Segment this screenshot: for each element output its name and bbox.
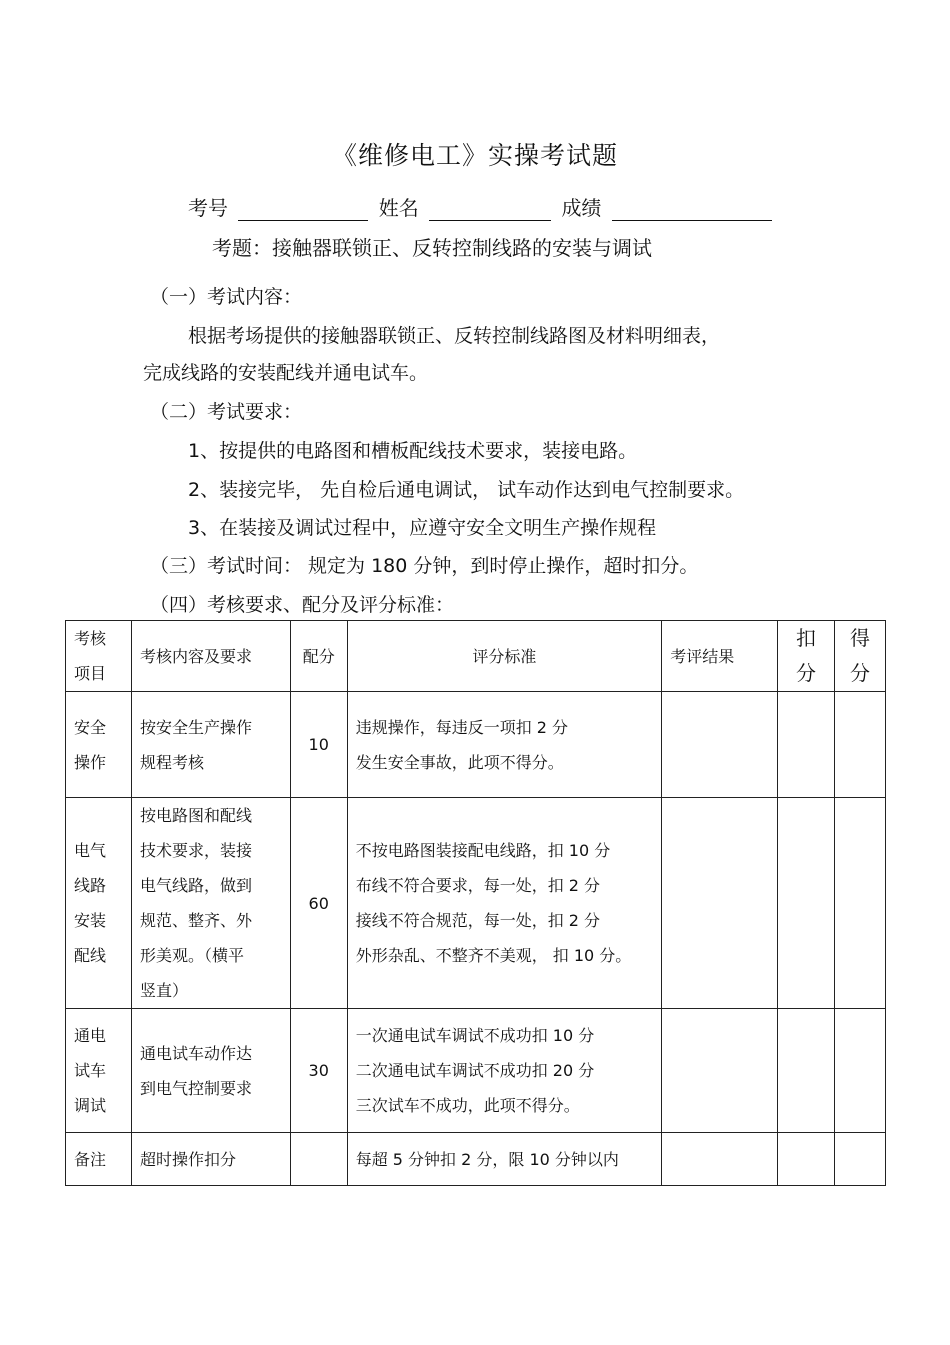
row-criteria-line: 接线不符合规范，每一处，扣 2 分 (355, 911, 601, 930)
row-item-line: 调试 (74, 1096, 107, 1115)
name-label: 姓名 (378, 196, 419, 220)
row-item-line: 线路 (74, 876, 107, 895)
row-item-line: 安全 (74, 717, 107, 737)
section-requirements-heading: （二）考试要求： (150, 401, 303, 423)
name-blank[interactable] (429, 198, 551, 221)
row-item-line: 配线 (74, 946, 107, 965)
header-points: 配分 (290, 621, 347, 692)
header-result: 考评结果 (662, 621, 778, 692)
section-content-heading: （一）考试内容： (150, 286, 303, 308)
row-item (66, 692, 132, 798)
row-criteria-line: 二次通电试车调试不成功扣 20 分 (355, 1061, 595, 1080)
row-criteria-line: 违规操作，每违反一项扣 2 分 (355, 717, 569, 737)
row-score-cell[interactable] (834, 798, 885, 1009)
row-result-cell[interactable] (662, 1133, 778, 1186)
row-content: 超时操作扣分 (131, 1133, 290, 1186)
row-content (131, 1009, 290, 1133)
row-content-line: 按电路图和配线 (139, 806, 252, 825)
row-score-cell[interactable] (834, 692, 885, 798)
table-row (66, 692, 886, 798)
row-criteria-line: 外形杂乱、不整齐不美观， 扣 10 分。 (355, 946, 632, 965)
row-points: 60 (290, 798, 347, 1009)
row-deduct-cell[interactable] (778, 1133, 835, 1186)
row-content-line: 电气线路，做到 (139, 876, 252, 895)
row-points: 30 (290, 1009, 347, 1133)
row-item-line: 通电 (74, 1026, 107, 1045)
row-item-line: 试车 (74, 1061, 107, 1080)
exam-number-label: 考号 (188, 196, 228, 220)
row-content-line: 通电试车动作达 (139, 1043, 252, 1063)
row-content-line: 到电气控制要求 (139, 1078, 252, 1098)
row-points: 10 (290, 692, 347, 798)
header-deduct (778, 621, 835, 692)
row-content-line: 形美观。（横平 (139, 946, 244, 965)
requirement-3: 3、在装接及调试过程中，应遵守安全文明生产操作规程 (188, 517, 657, 539)
header-deduct-line: 分 (796, 661, 816, 685)
row-content-line: 规程考核 (139, 752, 204, 772)
row-item-line: 电气 (74, 841, 107, 860)
row-content-line: 技术要求，装接 (139, 841, 252, 860)
header-content: 考核内容及要求 (131, 621, 290, 692)
content-line-2: 完成线路的安装配线并通电试车。 (143, 362, 429, 384)
row-content-line: 按安全生产操作 (139, 717, 252, 737)
score-blank[interactable] (612, 198, 772, 221)
row-item-line: 操作 (74, 752, 107, 772)
row-item: 备注 (66, 1133, 132, 1186)
row-score-cell[interactable] (834, 1009, 885, 1133)
header-deduct-line: 扣 (796, 626, 816, 650)
row-item-line: 安装 (74, 911, 107, 930)
row-content-line: 规范、整齐、外 (139, 911, 252, 930)
table-row (66, 1009, 886, 1133)
requirement-2: 2、装接完毕， 先自检后通电调试， 试车动作达到电气控制要求。 (188, 479, 745, 501)
row-criteria-line: 发生安全事故，此项不得分。 (355, 752, 564, 772)
table-row (66, 798, 886, 1009)
row-deduct-cell[interactable] (778, 798, 835, 1009)
row-score-cell[interactable] (834, 1133, 885, 1186)
header-score-line: 得 (849, 626, 870, 650)
page-title: 《维修电工》实操考试题 (331, 141, 618, 170)
scoring-table (65, 620, 886, 1186)
row-criteria-line: 不按电路图装接配电线路，扣 10 分 (355, 841, 611, 860)
row-item (66, 798, 132, 1009)
row-criteria-line: 三次试车不成功，此项不得分。 (355, 1096, 580, 1115)
header-score (834, 621, 885, 692)
requirement-1: 1、按提供的电路图和槽板配线技术要求，装接电路。 (188, 440, 638, 462)
header-item-line: 考核 (74, 629, 107, 648)
content-line-1: 根据考场提供的接触器联锁正、反转控制线路图及材料明细表， (188, 325, 721, 347)
row-result-cell[interactable] (662, 1009, 778, 1133)
row-criteria-line: 一次通电试车调试不成功扣 10 分 (355, 1026, 595, 1045)
row-deduct-cell[interactable] (778, 692, 835, 798)
row-content (131, 692, 290, 798)
row-criteria (347, 798, 662, 1009)
exam-topic: 考题：接触器联锁正、反转控制线路的安装与调试 (212, 236, 652, 260)
table-row (66, 1133, 886, 1186)
row-item (66, 1009, 132, 1133)
header-item-line: 项目 (74, 664, 107, 683)
row-deduct-cell[interactable] (778, 1009, 835, 1133)
header-item (66, 621, 132, 692)
row-content-line: 竖直） (139, 981, 188, 1000)
row-criteria-line: 布线不符合要求，每一处，扣 2 分 (355, 876, 601, 895)
score-label: 成绩 (561, 196, 602, 220)
row-criteria (347, 692, 662, 798)
row-result-cell[interactable] (662, 692, 778, 798)
row-criteria (347, 1009, 662, 1133)
row-result-cell[interactable] (662, 798, 778, 1009)
exam-number-blank[interactable] (238, 198, 368, 221)
section-assessment-heading: （四）考核要求、配分及评分标准： (150, 594, 455, 616)
row-content (131, 798, 290, 1009)
header-score-line: 分 (849, 661, 870, 685)
section-time: （三）考试时间： 规定为 180 分钟，到时停止操作，超时扣分。 (150, 555, 699, 577)
row-criteria: 每超 5 分钟扣 2 分，限 10 分钟以内 (347, 1133, 662, 1186)
row-points (290, 1133, 347, 1186)
header-criteria: 评分标准 (347, 621, 662, 692)
table-header-row (66, 621, 886, 692)
candidate-info-line (188, 192, 776, 221)
